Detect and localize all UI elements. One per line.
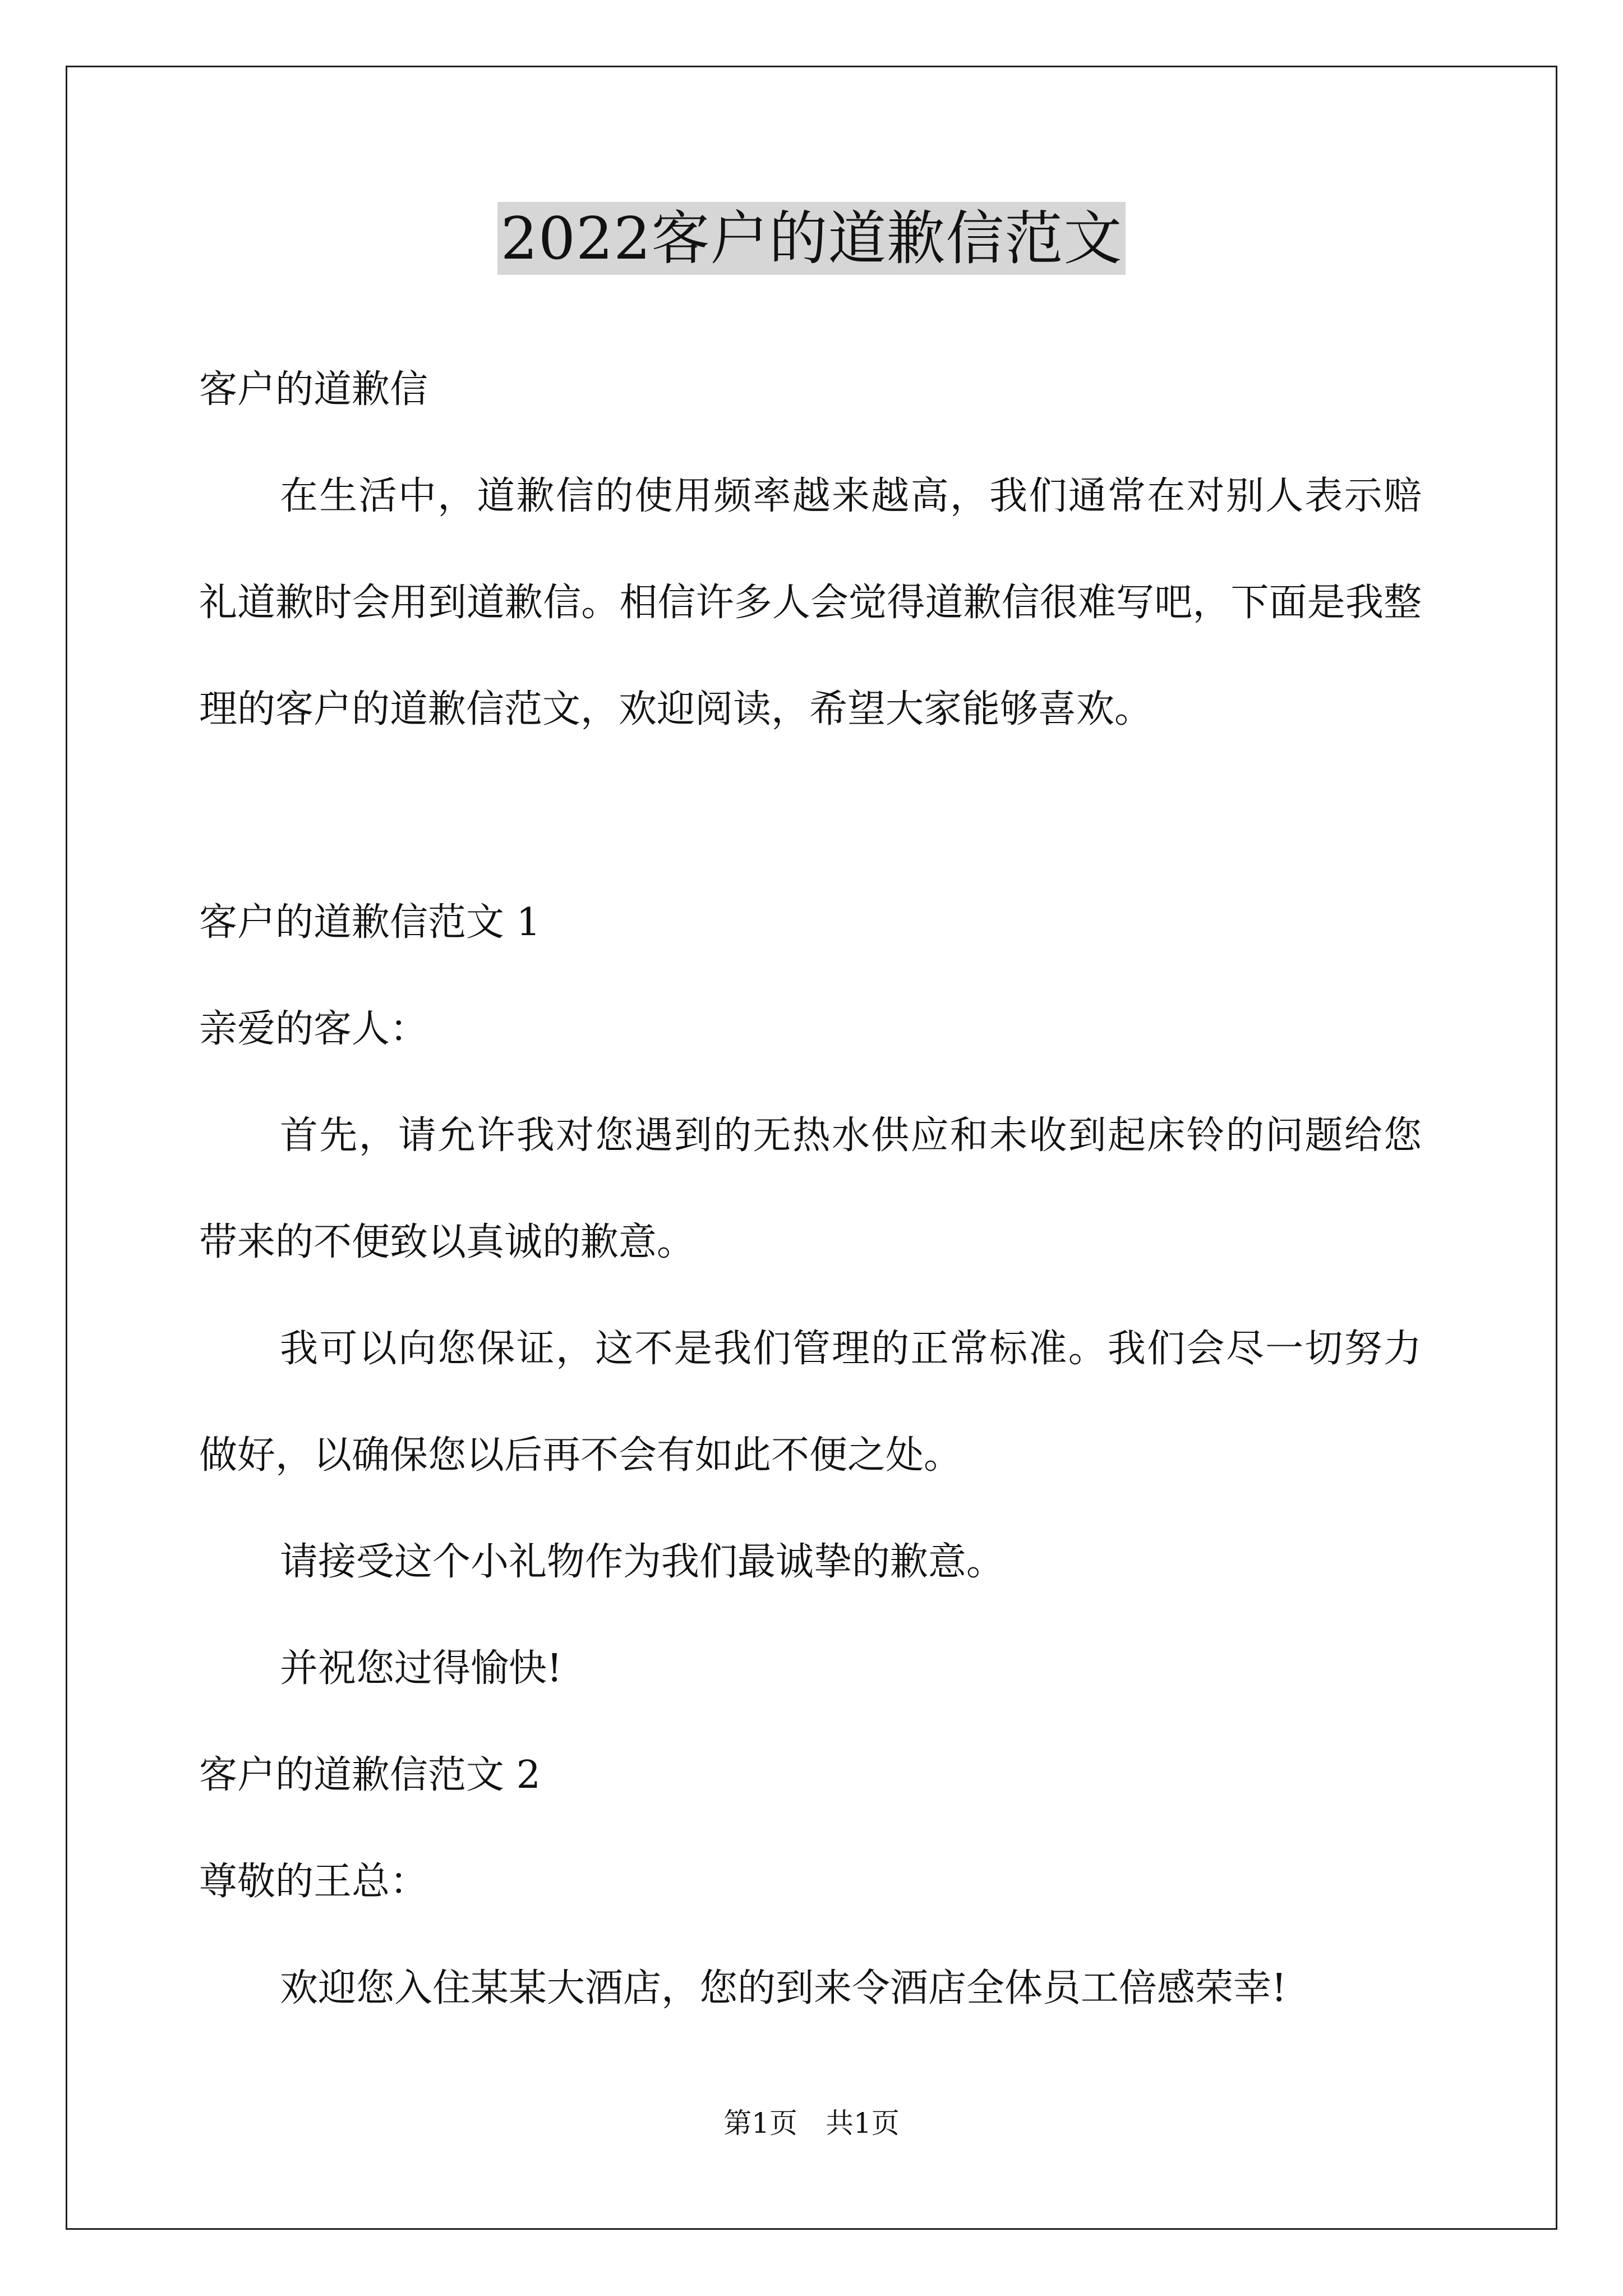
section1-paragraph-3: 请接受这个小礼物作为我们最诚挚的歉意。 (280, 1540, 1005, 1584)
section1-paragraph-2: 我可以向您保证，这不是我们管理的正常标准。我们会尽一切努力做好，以确保您以后再不会有如此不便之处。 (199, 1327, 1422, 1478)
document-title: 2022客户的道歉信范文 (497, 202, 1126, 275)
section1-paragraph-1: 首先，请允许我对您遇到的无热水供应和未收到起床铃的问题给您带来的不便致以真诚的歉意。 (199, 1114, 1422, 1264)
section1-title: 客户的道歉信范文 1 (199, 900, 541, 945)
section1-paragraph-4: 并祝您过得愉快! (280, 1646, 562, 1691)
page-footer: 第1页 共1页 (723, 2107, 900, 2139)
intro-paragraph: 在生活中，道歉信的使用频率越来越高，我们通常在对别人表示赔礼道歉时会用到道歉信。相信许多人会觉得道歉信很难写吧，下面是我整理的客户的道歉信范文，欢迎阅读，希望大家能够喜欢。 (199, 474, 1422, 731)
document-body (199, 337, 1422, 2042)
title-container (0, 202, 1623, 275)
section1-salutation: 亲爱的客人： (199, 1007, 428, 1051)
section2-salutation: 尊敬的王总： (199, 1860, 428, 1904)
section2-title: 客户的道歉信范文 2 (199, 1753, 541, 1797)
spacer (199, 763, 1422, 869)
section2-paragraph-1: 欢迎您入住某某大酒店，您的到来令酒店全体员工倍感荣幸! (280, 1966, 1287, 2010)
heading: 客户的道歉信 (199, 367, 428, 412)
